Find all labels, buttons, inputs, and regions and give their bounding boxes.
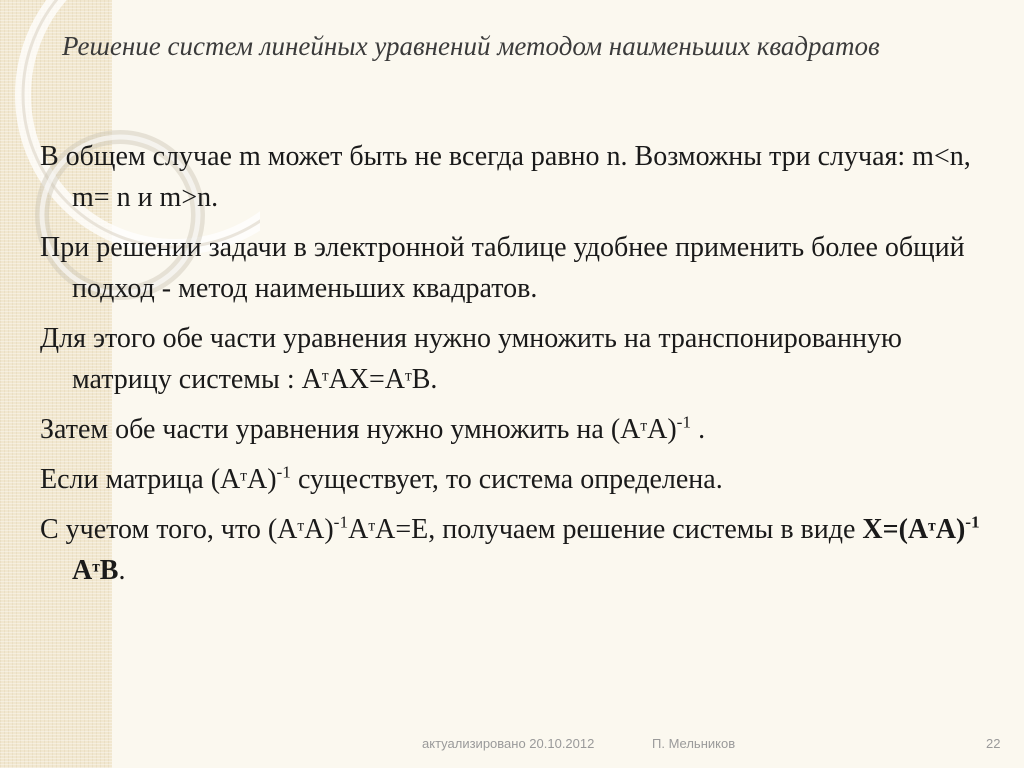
paragraph-least-squares: При решении задачи в электронной таблице удобнее применить более общий подход - метод наименьших квадратов. xyxy=(40,232,965,304)
solution-formula: $X=(A^тA)^{-1}$ $A^тB$ xyxy=(72,512,980,586)
slide-title: Решение систем линейных уравнений методом наименьших квадратов xyxy=(62,31,880,61)
footer-author: П. Мельников xyxy=(652,736,736,751)
paragraph-cases: В общем случае m может быть не всегда равно n. Возможны три случая: m<n, m= n и m>n. xyxy=(40,141,971,213)
slide-body xyxy=(40,136,990,600)
paragraph-solution: С учетом того, что $(A^тA)^{-1}A^тA=E$, получаем решение системы в виде $X=(A^тA)^{-1}$ $A^тB$. xyxy=(40,512,980,586)
paragraph-condition: Если матрица $(A^тA)^{-1}$ существует, то система определена. xyxy=(40,462,723,495)
page-number: 22 xyxy=(986,736,1001,751)
footer-updated: актуализировано 20.10.2012 xyxy=(422,736,595,751)
paragraph-transpose: Для этого обе части уравнения нужно умножить на транспонированную матрицу системы : $A^тAX=A^тB$. xyxy=(40,323,902,395)
paragraph-inverse: Затем обе части уравнения нужно умножить на $(A^тA)^{-1}$ . xyxy=(40,412,706,445)
